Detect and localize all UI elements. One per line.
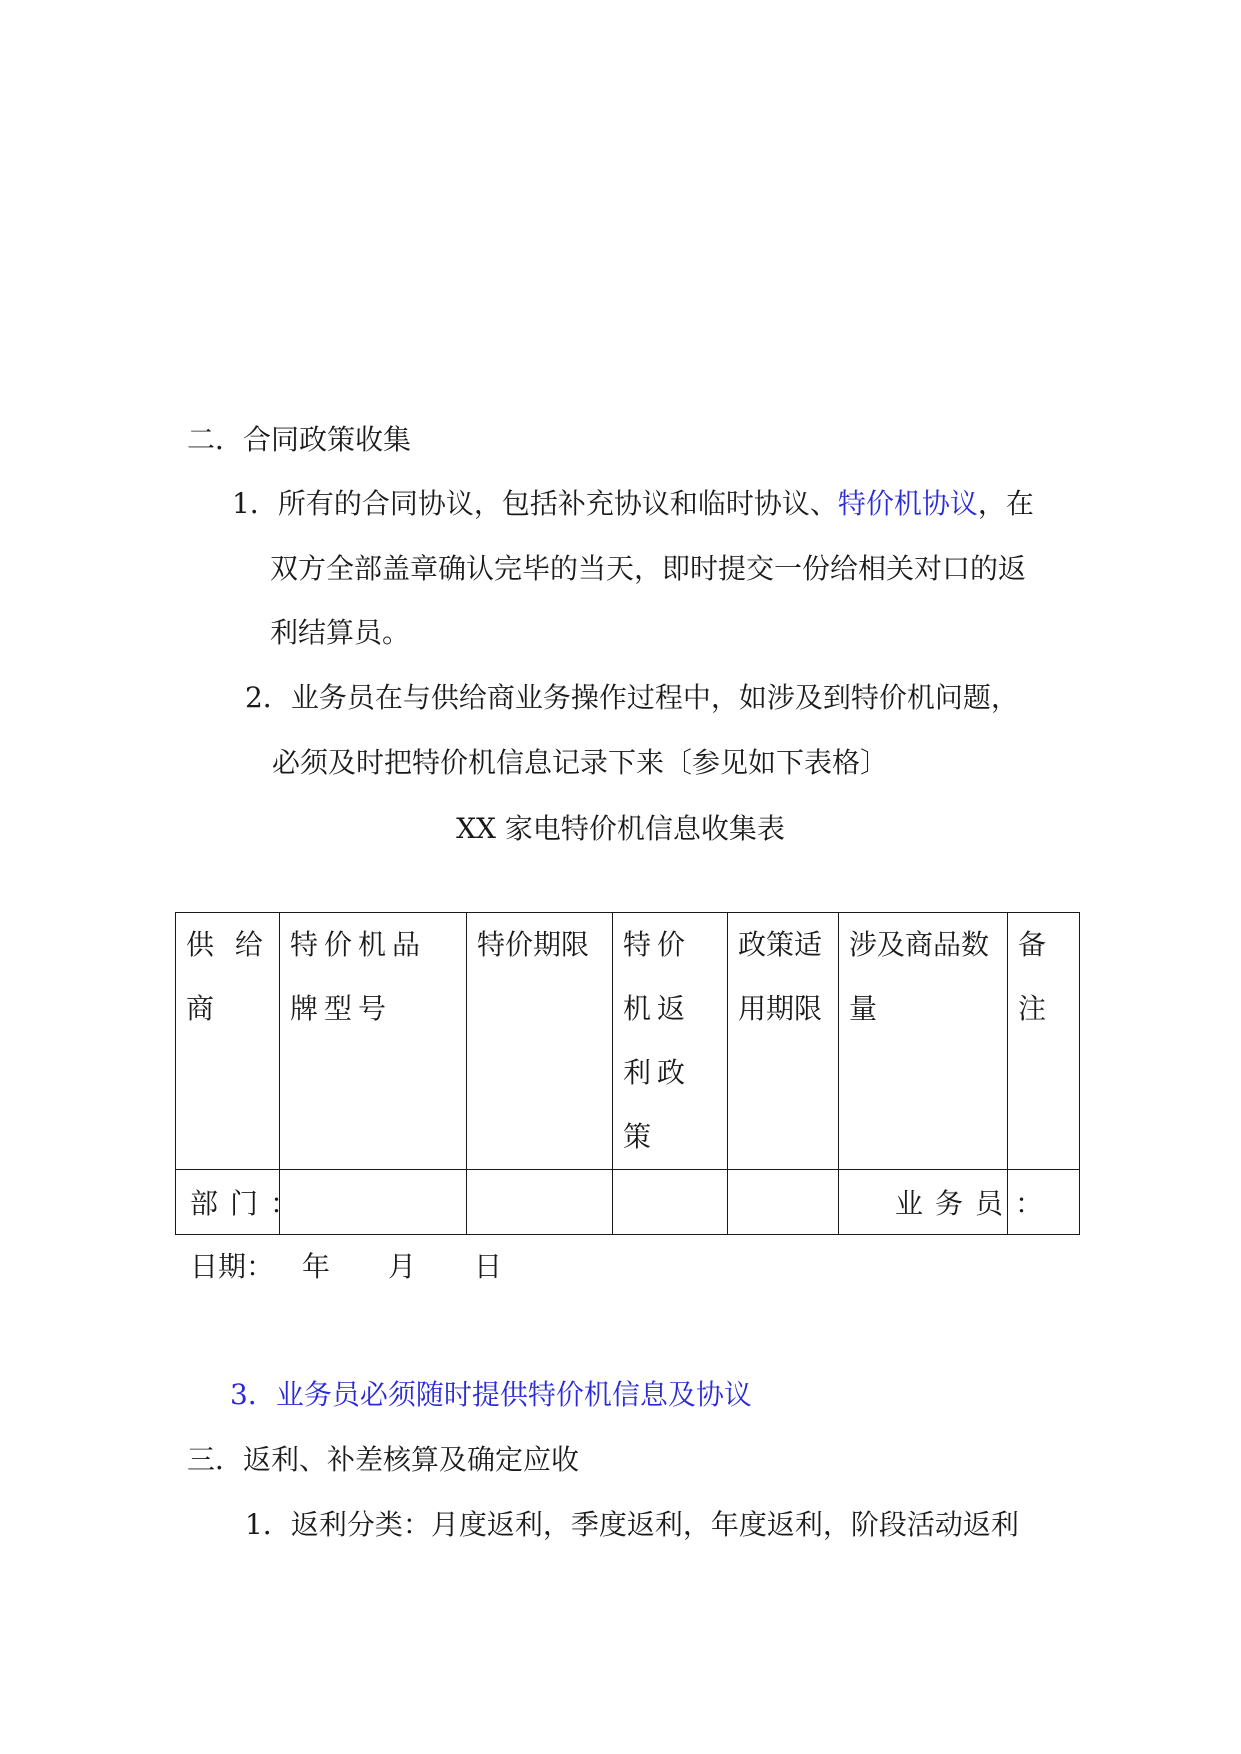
item1-line3: 利结算员。 xyxy=(270,616,411,649)
col-rebate-policy: 特价机返利政策 xyxy=(613,913,728,1170)
item1-line1 xyxy=(232,487,1034,521)
col-policy-period: 政策适用期限 xyxy=(728,913,839,1170)
section3-item1: 1．返利分类：月度返利，季度返利，年度返利，阶段活动返利 xyxy=(245,1508,1019,1541)
date-label: 日期： xyxy=(190,1250,275,1283)
item3-provide-info[interactable]: 3．业务员必须随时提供特价机信息及协议 xyxy=(230,1378,752,1411)
item2-line2: 必须及时把特价机信息记录下来〔参见如下表格〕 xyxy=(272,746,889,779)
item2-line1: 2．业务员在与供给商业务操作过程中，如涉及到特价机问题， xyxy=(245,681,1019,714)
form-title: XX 家电特价机信息收集表 xyxy=(456,812,785,845)
section-heading-rebate-calculation: 三．返利、补差核算及确定应收 xyxy=(187,1443,580,1476)
col-supplier: 供 给商 xyxy=(176,913,280,1170)
salesman-label: 业务员： xyxy=(895,1187,1056,1220)
table-cell[interactable] xyxy=(728,1170,839,1235)
special-machine-agreement-link[interactable]: 特价机协议 xyxy=(837,487,978,520)
item1-line1-suffix: ，在 xyxy=(977,487,1034,520)
col-brand-model: 特价机品牌型号 xyxy=(280,913,467,1170)
department-label: 部门： xyxy=(190,1187,311,1220)
date-line xyxy=(190,1250,502,1284)
item1-line1-text: 1．所有的合同协议，包括补充协议和临时协议、 xyxy=(232,487,838,520)
item1-line2: 双方全部盖章确认完毕的当天，即时提交一份给相关对口的返 xyxy=(270,552,1027,585)
col-special-period: 特价期限 xyxy=(467,913,613,1170)
section-heading-contract-policy: 二．合同政策收集 xyxy=(187,423,412,456)
year-label: 年 xyxy=(302,1250,331,1283)
table-cell[interactable] xyxy=(467,1170,613,1235)
day-label: 日 xyxy=(474,1250,503,1283)
table-header-row xyxy=(176,913,1080,1170)
month-label: 月 xyxy=(388,1250,417,1283)
table-cell[interactable] xyxy=(613,1170,728,1235)
col-remarks: 备注 xyxy=(1008,913,1080,1170)
col-product-quantity: 涉及商品数量 xyxy=(839,913,1008,1170)
